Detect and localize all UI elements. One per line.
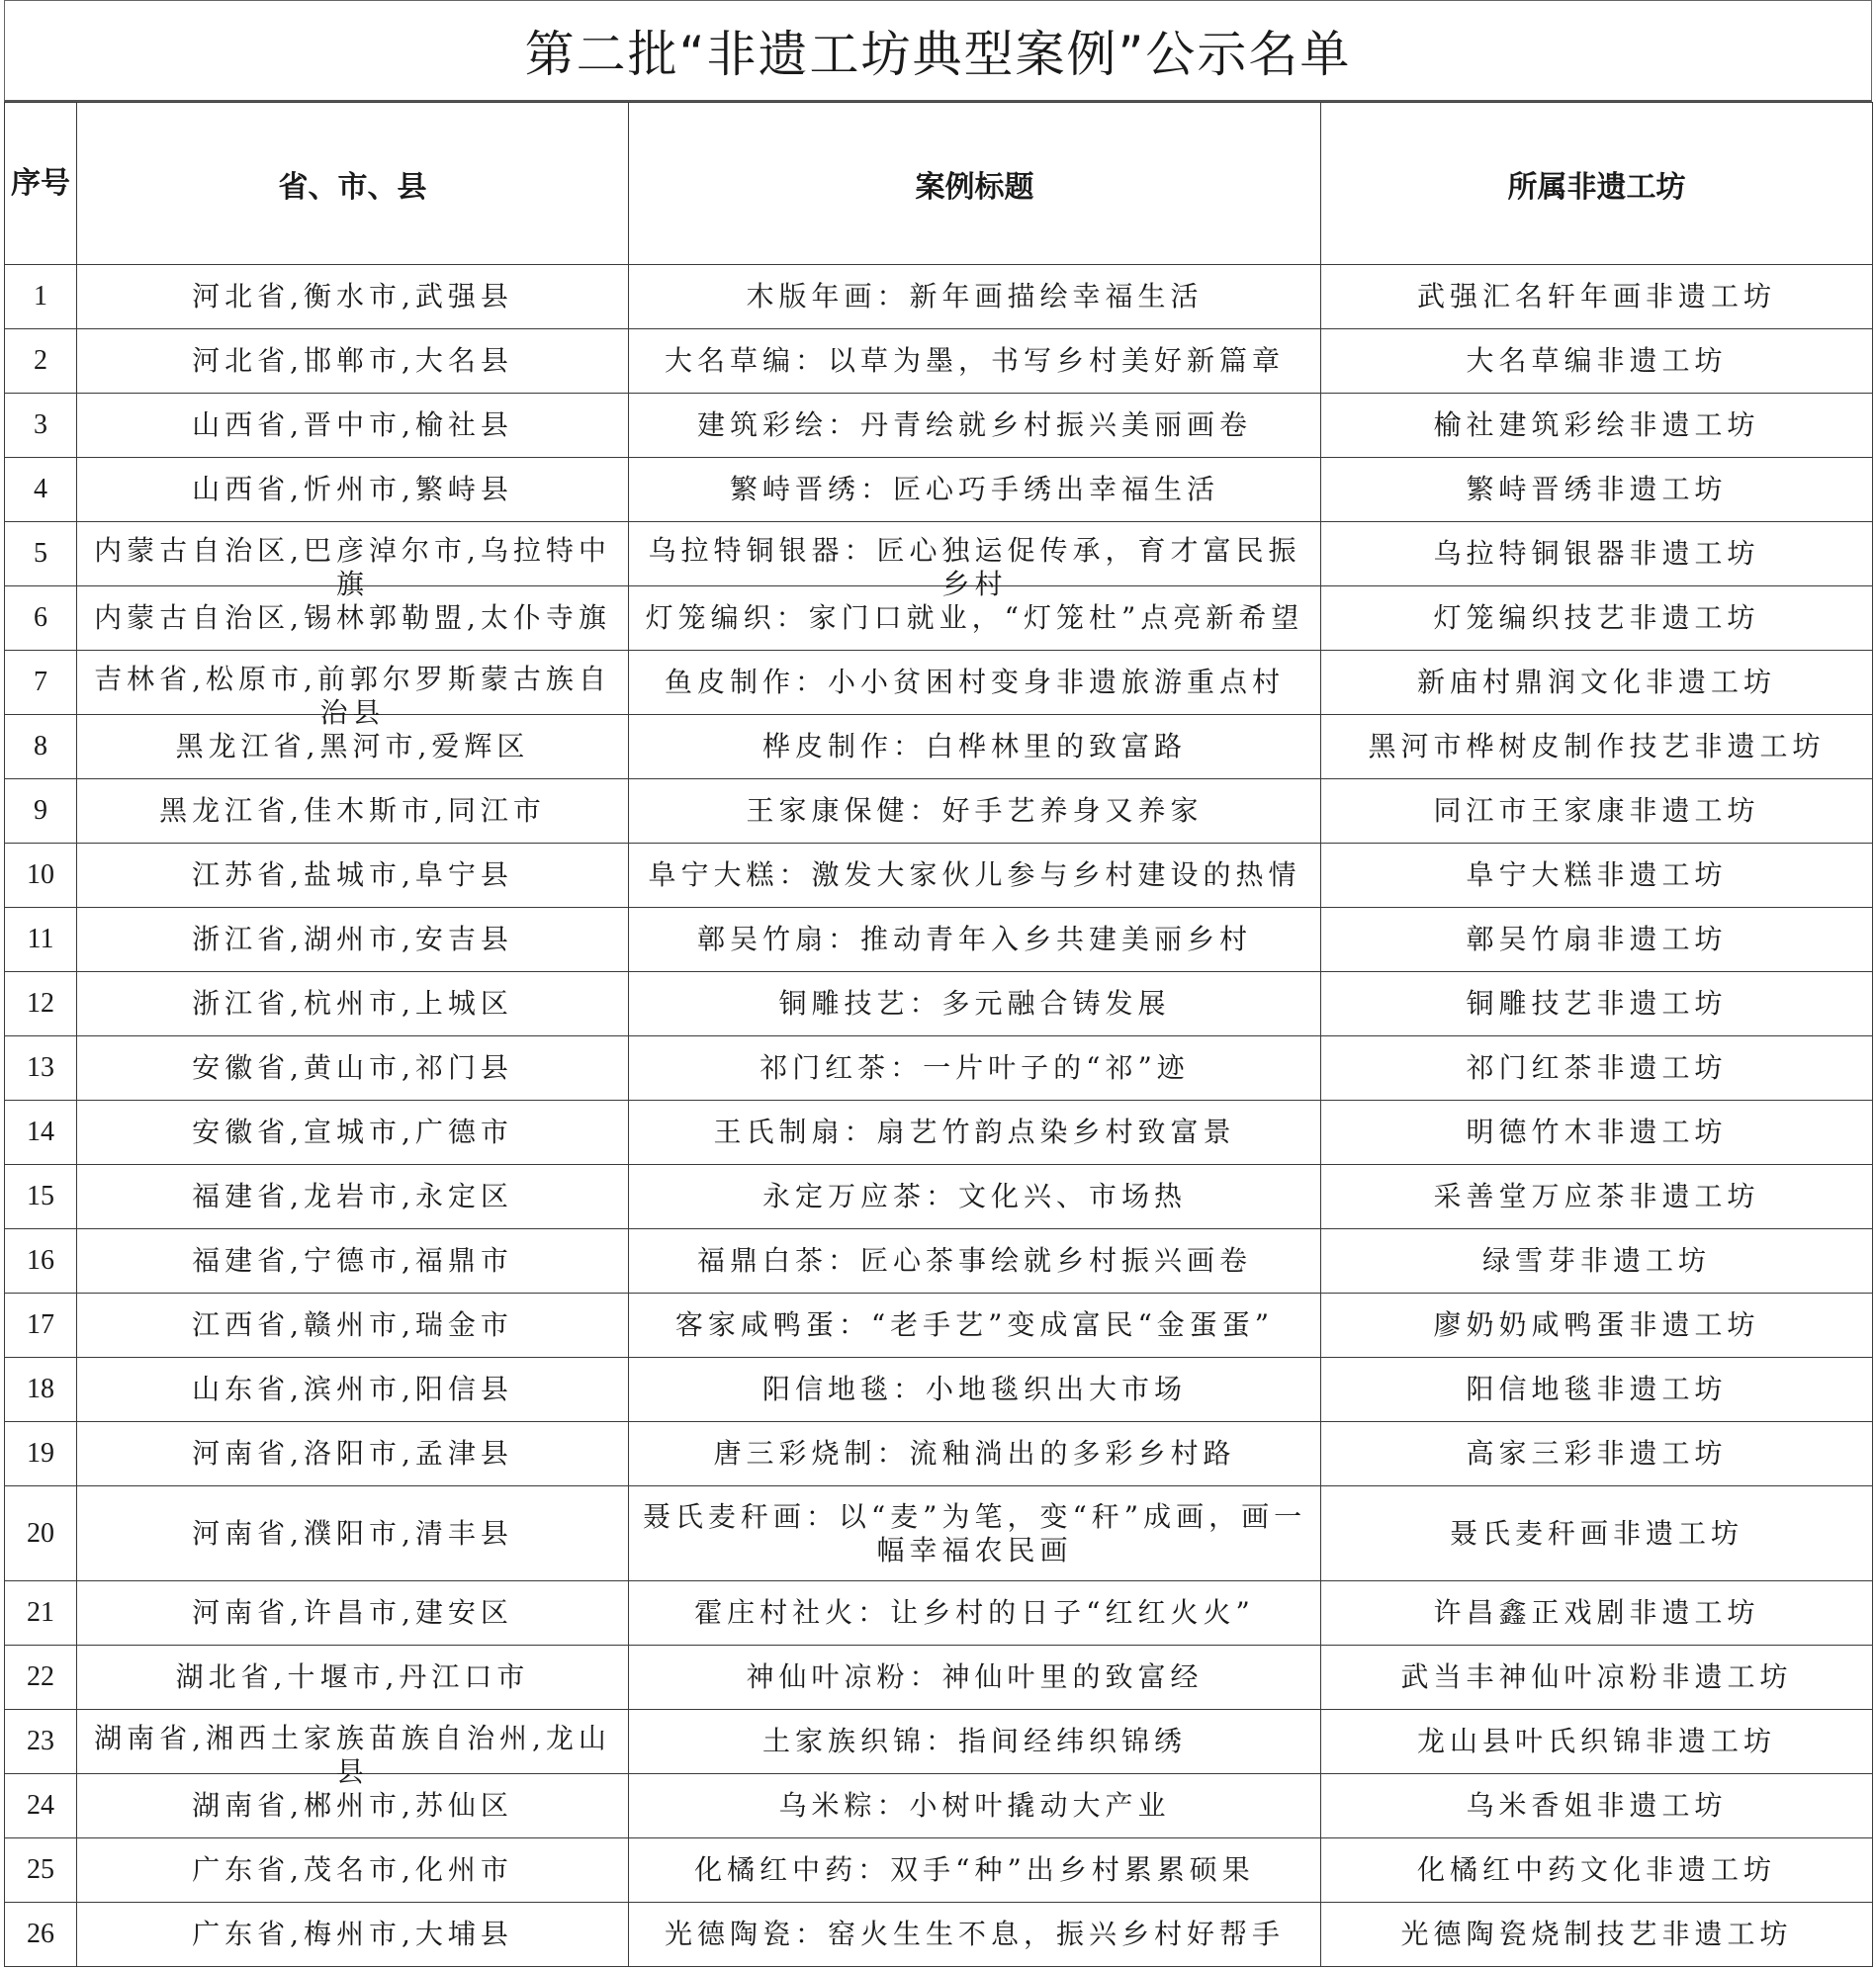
cell-workshop[interactable] <box>1321 1294 1873 1358</box>
cell-case-title-text: 大名草编：以草为墨，书写乡村美好新篇章 <box>664 344 1285 377</box>
cell-seq-text: 4 <box>34 474 47 504</box>
cell-workshop[interactable] <box>1321 1646 1873 1710</box>
cell-region-text: 黑龙江省,黑河市,爱辉区 <box>175 730 530 762</box>
cell-region-text: 福建省,宁德市,福鼎市 <box>192 1244 513 1277</box>
cell-case-title[interactable] <box>629 1838 1321 1903</box>
cell-case-title-text: 霍庄村社火：让乡村的日子“红红火火” <box>694 1596 1255 1629</box>
cell-workshop[interactable] <box>1321 1774 1873 1838</box>
table-row <box>5 394 1873 458</box>
table-row <box>5 1229 1873 1294</box>
cell-seq[interactable] <box>5 779 77 844</box>
cell-seq-text: 23 <box>27 1726 54 1756</box>
cell-workshop-text: 武当丰神仙叶凉粉非遗工坊 <box>1400 1660 1793 1693</box>
cell-case-title-text: 乌米粽：小树叶撬动大产业 <box>778 1789 1171 1822</box>
cell-workshop[interactable] <box>1321 972 1873 1036</box>
table-row <box>5 972 1873 1036</box>
cell-case-title-text: 阜宁大糕：激发大家伙儿参与乡村建设的热情 <box>648 858 1301 891</box>
cell-seq[interactable] <box>5 1710 77 1774</box>
cell-workshop-text: 灯笼编织技艺非遗工坊 <box>1433 601 1760 634</box>
cell-seq-text: 20 <box>27 1517 54 1549</box>
table-row <box>5 1838 1873 1903</box>
cell-region-text: 河北省,邯郸市,大名县 <box>192 344 513 377</box>
table-row <box>5 715 1873 779</box>
cell-region-text: 湖北省,十堰市,丹江口市 <box>175 1660 530 1693</box>
cell-seq[interactable] <box>5 715 77 779</box>
cell-seq[interactable] <box>5 972 77 1036</box>
cell-case-title[interactable] <box>629 1358 1321 1422</box>
cell-region-text: 江西省,赣州市,瑞金市 <box>192 1308 513 1341</box>
table-row <box>5 779 1873 844</box>
cell-seq[interactable] <box>5 265 77 329</box>
cell-case-title-text: 王家康保健：好手艺养身又养家 <box>746 794 1204 827</box>
cell-seq[interactable] <box>5 394 77 458</box>
cell-workshop[interactable] <box>1321 1358 1873 1422</box>
table-row <box>5 1774 1873 1838</box>
spreadsheet <box>4 0 1872 1967</box>
cell-case-title-text: 繁峙晋绣：匠心巧手绣出幸福生活 <box>729 473 1219 505</box>
table-row <box>5 1165 1873 1229</box>
cell-seq[interactable] <box>5 1422 77 1486</box>
cell-case-title-text: 建筑彩绘：丹青绘就乡村振兴美丽画卷 <box>696 408 1252 441</box>
header-row <box>5 103 1873 265</box>
cell-case-title[interactable] <box>629 1422 1321 1486</box>
cell-case-title[interactable] <box>629 458 1321 522</box>
cell-region[interactable] <box>77 779 629 844</box>
cell-case-title-text: 光德陶瓷：窑火生生不息，振兴乡村好帮手 <box>664 1918 1285 1950</box>
cell-seq[interactable] <box>5 908 77 972</box>
cell-workshop-text: 黑河市桦树皮制作技艺非遗工坊 <box>1368 730 1826 762</box>
cell-workshop-text: 阳信地毯非遗工坊 <box>1466 1373 1728 1405</box>
cell-case-title-text: 鄣吴竹扇：推动青年入乡共建美丽乡村 <box>696 923 1252 955</box>
cell-workshop-text: 化橘红中药文化非遗工坊 <box>1416 1853 1776 1886</box>
cell-seq-text: 19 <box>27 1438 54 1469</box>
cell-workshop-text: 乌米香姐非遗工坊 <box>1466 1789 1728 1822</box>
cell-case-title[interactable] <box>629 329 1321 394</box>
cell-case-title[interactable] <box>629 522 1321 600</box>
cell-workshop[interactable] <box>1321 522 1873 586</box>
cell-seq-text: 3 <box>34 409 47 440</box>
cell-seq[interactable] <box>5 1229 77 1294</box>
cell-region-text: 安徽省,宣城市,广德市 <box>192 1116 513 1148</box>
cell-case-title-text: 客家咸鸭蛋：“老手艺”变成富民“金蛋蛋” <box>674 1308 1275 1341</box>
cell-seq[interactable] <box>5 844 77 908</box>
cell-case-title[interactable] <box>629 1581 1321 1646</box>
cell-region-text: 河南省,许昌市,建安区 <box>192 1596 513 1629</box>
cell-region-text: 浙江省,杭州市,上城区 <box>192 987 513 1020</box>
cell-workshop[interactable] <box>1321 844 1873 908</box>
cell-case-title[interactable] <box>629 651 1321 715</box>
cell-workshop[interactable] <box>1321 394 1873 458</box>
cell-workshop[interactable] <box>1321 715 1873 779</box>
cell-workshop[interactable] <box>1321 1422 1873 1486</box>
table-row <box>5 1581 1873 1646</box>
cell-case-title[interactable] <box>629 844 1321 908</box>
cell-region[interactable] <box>77 1903 629 1967</box>
cell-region[interactable] <box>77 329 629 394</box>
cell-region-text: 福建省,龙岩市,永定区 <box>192 1180 513 1212</box>
cell-case-title[interactable] <box>629 1229 1321 1294</box>
cell-seq-text: 13 <box>27 1052 54 1083</box>
cell-workshop[interactable] <box>1321 1710 1873 1774</box>
cell-case-title[interactable] <box>629 715 1321 779</box>
cell-workshop-text: 许昌鑫正戏剧非遗工坊 <box>1433 1596 1760 1629</box>
table-row <box>5 1486 1873 1581</box>
table-body <box>5 265 1873 1967</box>
cell-case-title[interactable] <box>629 1294 1321 1358</box>
cell-seq-text: 21 <box>27 1597 54 1628</box>
table-row <box>5 908 1873 972</box>
cell-region-text: 江苏省,盐城市,阜宁县 <box>192 858 513 891</box>
cell-region[interactable] <box>77 972 629 1036</box>
table-row <box>5 522 1873 586</box>
table-row <box>5 1101 1873 1165</box>
cell-seq-text: 7 <box>34 667 47 697</box>
table-row <box>5 1646 1873 1710</box>
cell-case-title-text: 铜雕技艺：多元融合铸发展 <box>778 987 1171 1020</box>
cell-seq-text: 2 <box>34 345 47 376</box>
cell-seq[interactable] <box>5 522 77 586</box>
cell-case-title-text: 祁门红茶：一片叶子的“祁”迹 <box>759 1051 1190 1084</box>
cell-case-title[interactable] <box>629 394 1321 458</box>
cell-case-title[interactable] <box>629 1646 1321 1710</box>
cell-seq[interactable] <box>5 1294 77 1358</box>
cell-case-title[interactable] <box>629 1710 1321 1774</box>
header-seq[interactable]: 序号 <box>5 103 77 265</box>
cell-workshop[interactable] <box>1321 1581 1873 1646</box>
cell-workshop-text: 新庙村鼎润文化非遗工坊 <box>1416 666 1776 698</box>
cell-case-title[interactable] <box>629 1903 1321 1967</box>
cell-region-text: 内蒙古自治区,锡林郭勒盟,太仆寺旗 <box>94 601 611 634</box>
cell-region-text: 安徽省,黄山市,祁门县 <box>192 1051 513 1084</box>
cell-case-title-text: 木版年画：新年画描绘幸福生活 <box>746 280 1204 313</box>
cell-seq-text: 16 <box>27 1245 54 1276</box>
cell-seq[interactable] <box>5 1101 77 1165</box>
cell-region-text: 山东省,滨州市,阳信县 <box>192 1373 513 1405</box>
table-row <box>5 1294 1873 1358</box>
cell-region[interactable] <box>77 1165 629 1229</box>
cell-workshop-text: 大名草编非遗工坊 <box>1466 344 1728 377</box>
cell-workshop-text: 明德竹木非遗工坊 <box>1466 1116 1728 1148</box>
cell-case-title-text: 乌拉特铜银器：匠心独运促传承，育才富民振乡村 <box>648 534 1301 600</box>
cell-workshop-text: 祁门红茶非遗工坊 <box>1466 1051 1728 1084</box>
cell-seq[interactable] <box>5 1486 77 1581</box>
cell-workshop-text: 聂氏麦秆画非遗工坊 <box>1449 1516 1743 1550</box>
cell-case-title-text: 王氏制扇：扇艺竹韵点染乡村致富景 <box>713 1116 1236 1148</box>
cell-workshop[interactable] <box>1321 1036 1873 1101</box>
table-row <box>5 1358 1873 1422</box>
cell-case-title[interactable] <box>629 1165 1321 1229</box>
cell-case-title-text: 灯笼编织：家门口就业，“灯笼杜”点亮新希望 <box>645 601 1304 634</box>
cell-seq-text: 15 <box>27 1181 54 1211</box>
cell-region-text: 河南省,洛阳市,孟津县 <box>192 1437 513 1470</box>
table-row <box>5 1422 1873 1486</box>
cell-seq[interactable] <box>5 586 77 651</box>
cell-workshop-text: 廖奶奶咸鸭蛋非遗工坊 <box>1433 1308 1760 1341</box>
cell-region-text: 山西省,晋中市,榆社县 <box>192 408 513 441</box>
cell-case-title-text: 聂氏麦秆画：以“麦”为笔，变“秆”成画，画一幅幸福农民画 <box>642 1499 1307 1566</box>
cell-region-text: 黑龙江省,佳木斯市,同江市 <box>159 794 546 827</box>
cell-case-title[interactable] <box>629 779 1321 844</box>
cell-seq-text: 11 <box>27 924 54 954</box>
table-row <box>5 1036 1873 1101</box>
cell-workshop[interactable] <box>1321 1101 1873 1165</box>
cell-workshop-text: 绿雪芽非遗工坊 <box>1481 1244 1711 1277</box>
cell-workshop-text: 鄣吴竹扇非遗工坊 <box>1466 923 1728 955</box>
cell-region[interactable] <box>77 522 629 600</box>
cell-region[interactable] <box>77 1294 629 1358</box>
cell-seq[interactable] <box>5 458 77 522</box>
cell-seq-text: 22 <box>27 1661 54 1692</box>
cell-workshop[interactable] <box>1321 1486 1873 1581</box>
cell-region-text: 河南省,濮阳市,清丰县 <box>192 1516 513 1550</box>
cell-case-title[interactable] <box>629 908 1321 972</box>
cell-region[interactable] <box>77 1838 629 1903</box>
cell-workshop[interactable] <box>1321 265 1873 329</box>
cell-region-text: 浙江省,湖州市,安吉县 <box>192 923 513 955</box>
cell-workshop[interactable] <box>1321 329 1873 394</box>
cell-region[interactable] <box>77 1229 629 1294</box>
cell-workshop[interactable] <box>1321 908 1873 972</box>
cell-seq[interactable] <box>5 1903 77 1967</box>
cell-region[interactable] <box>77 265 629 329</box>
cell-seq-text: 18 <box>27 1374 54 1404</box>
cell-case-title[interactable] <box>629 1036 1321 1101</box>
cell-workshop-text: 榆社建筑彩绘非遗工坊 <box>1433 408 1760 441</box>
table-row <box>5 329 1873 394</box>
cell-seq-text: 14 <box>27 1117 54 1147</box>
cell-case-title[interactable] <box>629 1486 1321 1581</box>
cell-seq-text: 17 <box>27 1309 54 1340</box>
cell-region[interactable] <box>77 1036 629 1101</box>
table-row <box>5 844 1873 908</box>
cell-seq-text: 12 <box>27 988 54 1019</box>
cell-region-text: 山西省,忻州市,繁峙县 <box>192 473 513 505</box>
cell-workshop[interactable] <box>1321 1229 1873 1294</box>
cell-case-title-text: 鱼皮制作：小小贫困村变身非遗旅游重点村 <box>664 666 1285 698</box>
cell-case-title-text: 神仙叶凉粉：神仙叶里的致富经 <box>746 1660 1204 1693</box>
table-row <box>5 651 1873 715</box>
cell-seq[interactable] <box>5 1036 77 1101</box>
cell-region-text: 湖南省,湘西土家族苗族自治州,龙山县 <box>94 1722 611 1788</box>
cell-region-text: 吉林省,松原市,前郭尔罗斯蒙古族自治县 <box>94 663 611 729</box>
cell-region[interactable] <box>77 458 629 522</box>
cell-region-text: 广东省,梅州市,大埔县 <box>192 1918 513 1950</box>
cell-workshop-text: 采善堂万应茶非遗工坊 <box>1433 1180 1760 1212</box>
case-table <box>4 102 1873 1967</box>
cell-workshop-text: 繁峙晋绣非遗工坊 <box>1466 473 1728 505</box>
sheet-title: 第二批“非遗工坊典型案例”公示名单 <box>4 0 1872 102</box>
cell-case-title[interactable] <box>629 265 1321 329</box>
cell-region[interactable] <box>77 908 629 972</box>
cell-case-title[interactable] <box>629 972 1321 1036</box>
cell-seq-text: 1 <box>34 281 47 312</box>
cell-seq[interactable] <box>5 651 77 715</box>
cell-seq-text: 5 <box>34 538 47 569</box>
cell-region[interactable] <box>77 1101 629 1165</box>
cell-seq[interactable] <box>5 1358 77 1422</box>
cell-region-text: 内蒙古自治区,巴彦淖尔市,乌拉特中旗 <box>94 534 611 600</box>
table-row <box>5 265 1873 329</box>
table-row <box>5 586 1873 651</box>
cell-workshop[interactable] <box>1321 651 1873 715</box>
cell-seq-text: 9 <box>34 795 47 826</box>
cell-workshop-text: 武强汇名轩年画非遗工坊 <box>1416 280 1776 313</box>
cell-seq[interactable] <box>5 1774 77 1838</box>
header-workshop[interactable]: 所属非遗工坊 <box>1321 103 1873 265</box>
cell-seq-text: 24 <box>27 1790 54 1821</box>
cell-workshop[interactable] <box>1321 779 1873 844</box>
cell-workshop[interactable] <box>1321 458 1873 522</box>
cell-workshop-text: 同江市王家康非遗工坊 <box>1433 794 1760 827</box>
cell-case-title[interactable] <box>629 1101 1321 1165</box>
cell-workshop-text: 高家三彩非遗工坊 <box>1466 1437 1728 1470</box>
cell-workshop-text: 阜宁大糕非遗工坊 <box>1466 858 1728 891</box>
header-region[interactable]: 省、市、县 <box>77 103 629 265</box>
table-row <box>5 458 1873 522</box>
cell-workshop[interactable] <box>1321 1838 1873 1903</box>
cell-case-title-text: 唐三彩烧制：流釉淌出的多彩乡村路 <box>713 1437 1236 1470</box>
cell-region-text: 河北省,衡水市,武强县 <box>192 280 513 313</box>
cell-workshop-text: 乌拉特铜银器非遗工坊 <box>1433 537 1760 570</box>
cell-case-title[interactable] <box>629 1774 1321 1838</box>
cell-region[interactable] <box>77 1422 629 1486</box>
cell-region[interactable] <box>77 394 629 458</box>
cell-region[interactable] <box>77 1358 629 1422</box>
cell-region[interactable] <box>77 1646 629 1710</box>
cell-seq-text: 10 <box>27 859 54 890</box>
cell-case-title-text: 化橘红中药：双手“种”出乡村累累硕果 <box>694 1853 1255 1886</box>
cell-seq[interactable] <box>5 1838 77 1903</box>
cell-workshop-text: 铜雕技艺非遗工坊 <box>1466 987 1728 1020</box>
cell-region[interactable] <box>77 1486 629 1581</box>
cell-region[interactable] <box>77 844 629 908</box>
cell-workshop[interactable] <box>1321 1903 1873 1967</box>
header-case-title[interactable]: 案例标题 <box>629 103 1321 265</box>
cell-seq-text: 6 <box>34 602 47 633</box>
cell-region-text: 湖南省,郴州市,苏仙区 <box>192 1789 513 1822</box>
cell-seq-text: 26 <box>27 1919 54 1949</box>
cell-case-title-text: 土家族织锦：指间经纬织锦绣 <box>761 1725 1187 1757</box>
table-row <box>5 1903 1873 1967</box>
cell-case-title-text: 福鼎白茶：匠心茶事绘就乡村振兴画卷 <box>696 1244 1252 1277</box>
cell-workshop-text: 光德陶瓷烧制技艺非遗工坊 <box>1400 1918 1793 1950</box>
cell-case-title-text: 永定万应茶：文化兴、市场热 <box>761 1180 1187 1212</box>
cell-seq[interactable] <box>5 1165 77 1229</box>
cell-region[interactable] <box>77 1710 629 1788</box>
cell-seq[interactable] <box>5 329 77 394</box>
cell-seq-text: 8 <box>34 731 47 761</box>
cell-seq[interactable] <box>5 1581 77 1646</box>
cell-region[interactable] <box>77 651 629 729</box>
cell-seq-text: 25 <box>27 1854 54 1885</box>
cell-workshop-text: 龙山县叶氏织锦非遗工坊 <box>1416 1725 1776 1757</box>
cell-workshop[interactable] <box>1321 586 1873 651</box>
cell-case-title-text: 阳信地毯：小地毯织出大市场 <box>761 1373 1187 1405</box>
cell-region[interactable] <box>77 1581 629 1646</box>
cell-case-title-text: 桦皮制作：白桦林里的致富路 <box>761 730 1187 762</box>
cell-workshop[interactable] <box>1321 1165 1873 1229</box>
cell-seq[interactable] <box>5 1646 77 1710</box>
table-row <box>5 1710 1873 1774</box>
cell-region-text: 广东省,茂名市,化州市 <box>192 1853 513 1886</box>
